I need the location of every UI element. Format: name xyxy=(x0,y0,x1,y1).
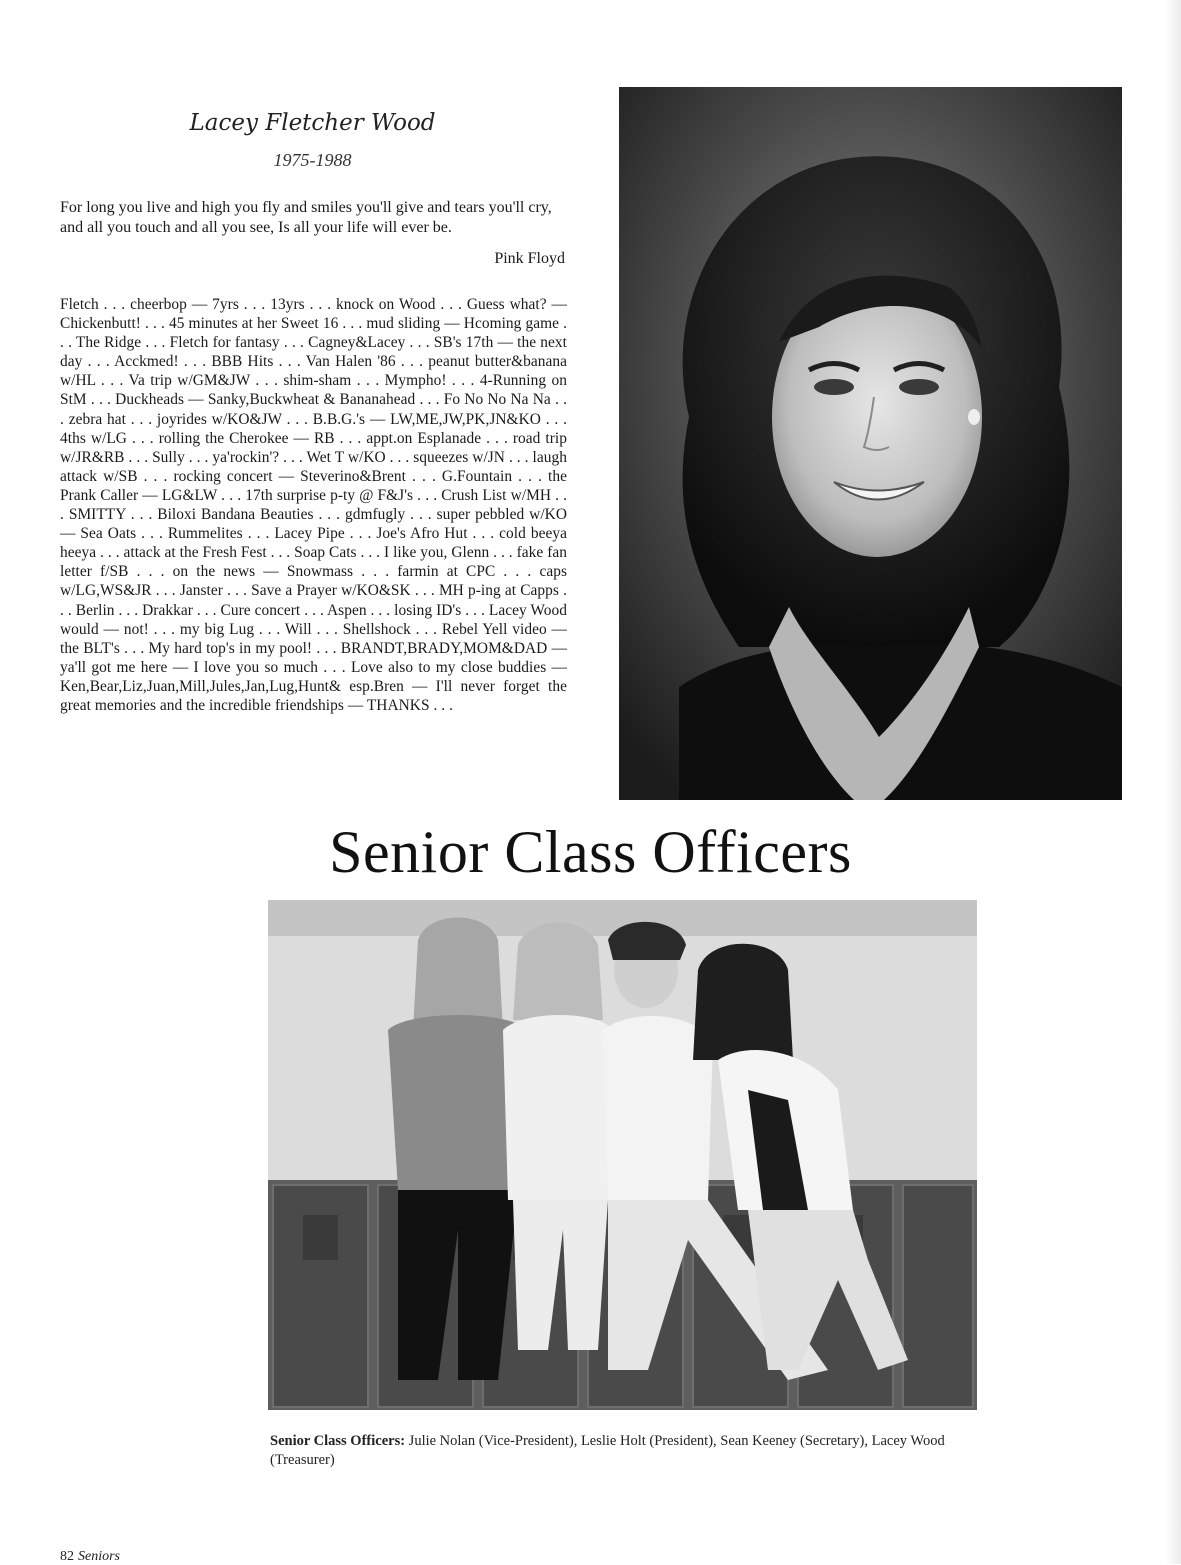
portrait-illustration xyxy=(619,87,1122,800)
tribute-line: . . . Soap Cats . . . I like you, Glenn . . . fake fan letter f/SB . . . on the xyxy=(60,544,567,581)
tribute-line: Janster . . . Save a Prayer w/KO&SK . . . MH p-ing at Capps . . . xyxy=(60,582,567,619)
page-edge-shadow xyxy=(1165,0,1181,1564)
tribute-line: Prank Caller — LG&LW . . . 17th surprise p-ty @ F&J's . . . Crush xyxy=(60,486,483,504)
tribute-line: RB . . . appt.on Esplanade . . . road trip w/JR&RB . . . Sully . . . xyxy=(60,429,567,466)
tribute-line: . . . Joe's Afro Hut . . . cold beeya heeya . . . attack at the Fresh Fest xyxy=(60,525,567,562)
tribute-line: Duckheads — Sanky,Buckwheat & Bananahead . . . Fo No No Na xyxy=(115,391,533,409)
tribute-line: w/GM&JW . . . shim-sham . . . Mympho! . . . 4-Running on StM . . . xyxy=(60,372,568,409)
tribute-line: . . . Rebel Yell video — the BLT's . . . My hard top's in my pool! . . . xyxy=(60,620,567,657)
tribute-line: BRANDT,BRADY,MOM&DAD — ya'll got me here — I love you so xyxy=(60,639,568,676)
tribute-line: news — Snowmass . . . farmin at CPC . . . caps w/LG,WS&JR . . . xyxy=(60,563,567,600)
memorial-name: Lacey Fletcher Wood xyxy=(189,110,436,136)
section-title: Senior Class Officers xyxy=(329,819,852,885)
tribute-line: sliding — Hcoming game . . . The Ridge . . . Fletch for fantasy . . . xyxy=(60,315,568,352)
tribute-line: THANKS . . . xyxy=(366,696,453,714)
tribute-line: w/SB . . . rocking concert — Steverino&Brent . . . G.Fountain . . . the xyxy=(103,467,567,485)
tribute-line: what? — Chickenbutt! . . . 45 minutes at her Sweet 16 . . . mud xyxy=(60,296,567,333)
tribute-line: Ken,Bear,Liz,Juan,Mill,Jules,Jan,Lug,Hunt& esp.Bren — I'll never xyxy=(60,677,504,695)
group-photo xyxy=(268,900,977,1410)
caption-label: Senior Class Officers: xyxy=(270,1433,406,1449)
page-number: 82 xyxy=(60,1549,74,1564)
tribute-line: LW,ME,JW,PK,JN&KO . . . 4ths w/LG . . . rolling the Cherokee — xyxy=(60,410,567,447)
photo-caption xyxy=(270,1432,980,1470)
poem-quote: For long you live and high you fly and smiles you'll give and tears you'll cry, and all you touch and all you see, Is all your life will ever be. xyxy=(60,199,552,236)
group-photo-illustration xyxy=(268,900,977,1410)
tribute-line: Fletch . . . cheerbop — 7yrs . . . 13yrs . . . knock on Wood . . . Guess xyxy=(60,296,510,313)
tribute-line: Cagney&Lacey . . . SB's 17th — the next day . . . Acckmed! . . . BBB xyxy=(60,334,567,371)
tribute-line: Na . . . zebra hat . . . joyrides w/KO&JW . . . B.B.G.'s — xyxy=(60,391,567,428)
tribute-text xyxy=(60,295,567,715)
caption-text: Julie Nolan (Vice-President), Leslie Holt (President), Sean Keeney (Secretary), Lacey Wood (Treasurer) xyxy=(270,1433,945,1468)
page-footer xyxy=(60,1549,120,1565)
memorial-years: 1975-1988 xyxy=(273,150,352,170)
tribute-line: Hits . . . Van Halen '86 . . . peanut butter&banana w/HL . . . Va trip xyxy=(60,353,567,390)
tribute-line: Berlin . . . Drakkar . . . Cure concert . . . Aspen . . . losing ID's . . . xyxy=(75,601,489,619)
senior-portrait-photo xyxy=(619,87,1122,800)
tribute-line: ya'rockin'? . . . Wet T w/KO . . . squeezes w/JN . . . laugh attack xyxy=(60,448,567,485)
footer-section-name: Seniors xyxy=(78,1549,120,1564)
tribute-line: . . . super pebbled w/KO — Sea Oats . . . Rummelites . . . Lacey Pipe xyxy=(60,506,567,543)
tribute-line: forget the great memories and the incredible friendships — xyxy=(60,677,567,714)
tribute-line: List w/MH . . . SMITTY . . . Biloxi Bandana Beauties . . . gdmfugly xyxy=(60,486,567,524)
tribute-line: Lacey Wood would — not! . . . my big Lug . . . Will . . . Shellshock xyxy=(60,601,568,638)
poem-attribution: Pink Floyd xyxy=(494,250,565,267)
tribute-line: much . . . Love also to my close buddies — xyxy=(283,658,567,676)
